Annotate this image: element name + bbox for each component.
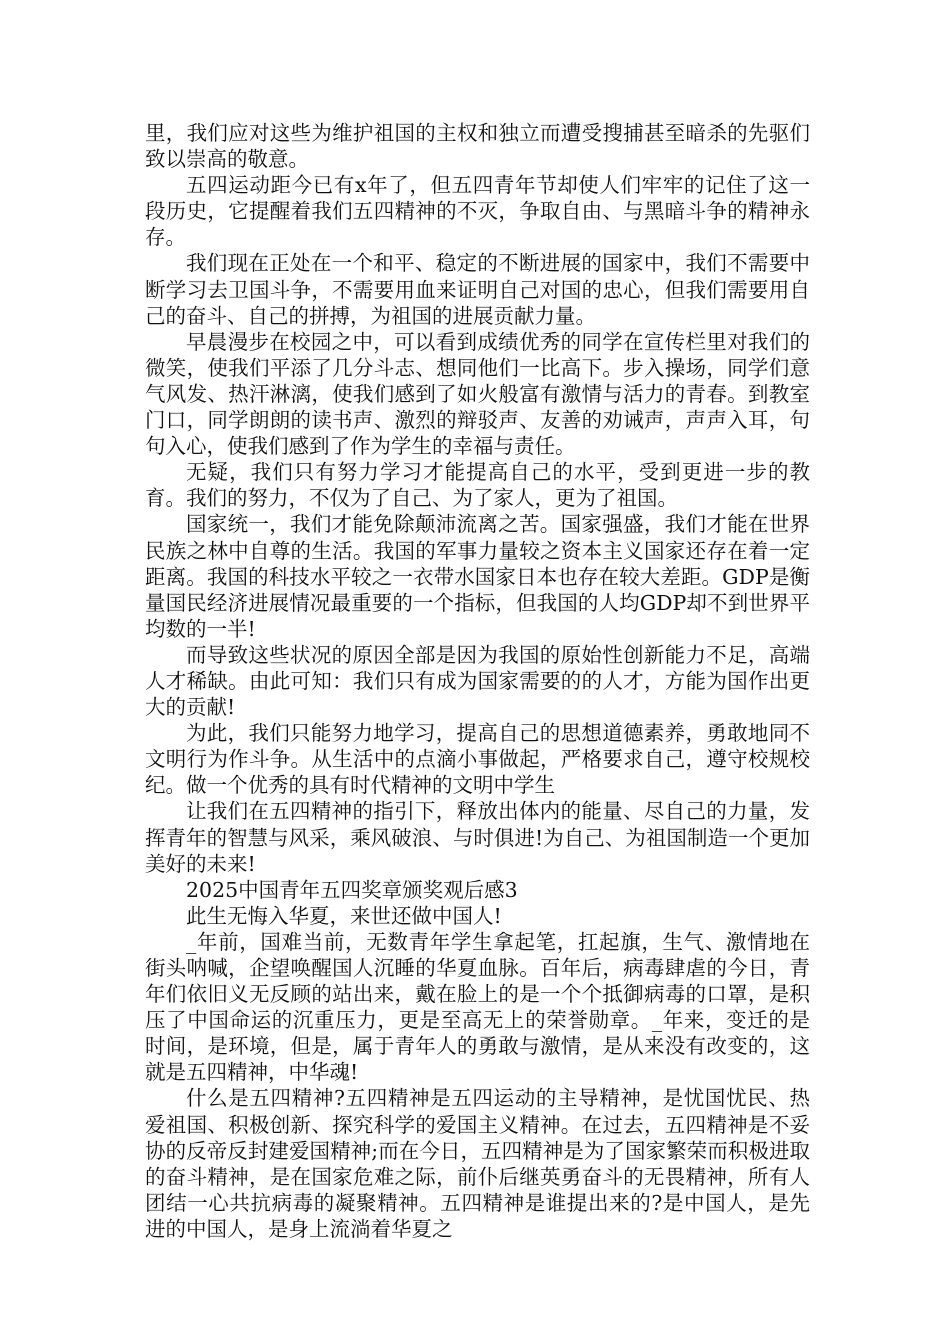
paragraph: 五四运动距今已有x年了，但五四青年节却使人们牢牢的记住了这一段历史，它提醒着我们五四精神的不灭，争取自由、与黑暗斗争的精神永存。 <box>145 173 810 250</box>
section-title: 2025中国青年五四奖章颁奖观后感3 <box>186 877 518 902</box>
paragraph: 早晨漫步在校园之中，可以看到成绩优秀的同学在宣传栏里对我们的微笑，使我们平添了几分斗志、想同他们一比高下。步入操场，同学们意气风发、热汗淋漓，使我们感到了如火般富有激情与活力的青春。到教室门口，同学朗朗的读书声、激烈的辩驳声、友善的劝诫声，声声入耳，句句入心，使我们感到了作为学生的幸福与责任。 <box>145 329 810 459</box>
paragraph: 让我们在五四精神的指引下，释放出体内的能量、尽自己的力量，发挥青年的智慧与风采，乘风破浪、与时俱进!为自己、为祖国制造一个更加美好的未来! <box>145 799 810 876</box>
paragraph: 为此，我们只能努力地学习，提高自己的思想道德素养，勇敢地同不文明行为作斗争。从生活中的点滴小事做起，严格要求自己，遵守校规校纪。做一个优秀的具有时代精神的文明中学生 <box>145 721 810 798</box>
paragraph: 什么是五四精神?五四精神是五四运动的主导精神，是忧国忧民、热爱祖国、积极创新、探究科学的爱国主义精神。在过去，五四精神是不妥协的反帝反封建爱国精神;而在今日，五四精神是为了国家繁荣而积极进取的奋斗精神，是在国家危难之际，前仆后继英勇奋斗的无畏精神，所有人团结一心共抗病毒的凝聚精神。五四精神是谁提出来的?是中国人，是先进的中国人，是身上流淌着华夏之 <box>145 1086 810 1241</box>
paragraph: 国家统一，我们才能免除颠沛流离之苦。国家强盛，我们才能在世界民族之林中自尊的生活。我国的军事力量较之资本主义国家还存在着一定距离。我国的科技水平较之一衣带水国家日本也存在较大差距。GDP是衡量国民经济进展情况最重要的一个指标，但我国的人均GDP却不到世界平均数的一半! <box>145 512 810 641</box>
document-body <box>145 120 810 1242</box>
paragraph: _年前，国难当前，无数青年学生拿起笔，扛起旗，生气、激情地在街头呐喊，企望唤醒国人沉睡的华夏血脉。百年后，病毒肆虐的今日，青年们依旧义无反顾的站出来，戴在脸上的是一个个抵御病毒的口罩，是积压了中国命运的沉重压力，更是至高无上的荣誉勋章。_年来，变迁的是时间，是环境，但是，属于青年人的勇敢与激情，是从来没有改变的，这就是五四精神，中华魂! <box>145 929 810 1085</box>
paragraph: 我们现在正处在一个和平、稳定的不断进展的国家中，我们不需要中断学习去卫国斗争，不需要用血来证明自己对国的忠心，但我们需要用自己的奋斗、自己的拼搏，为祖国的进展贡献力量。 <box>145 251 810 328</box>
paragraph: 此生无悔入华夏，来世还做中国人! <box>186 903 502 928</box>
paragraph: 无疑，我们只有努力学习才能提高自己的水平，受到更进一步的教育。我们的努力，不仅为了自己、为了家人，更为了祖国。 <box>145 460 810 511</box>
paragraph: 而导致这些状况的原因全部是因为我国的原始性创新能力不足，高端人才稀缺。由此可知：我们只有成为国家需要的的人才，方能为国作出更大的贡献! <box>145 642 810 720</box>
paragraph-continuation: 里，我们应对这些为维护祖国的主权和独立而遭受搜捕甚至暗杀的先驱们致以崇高的敬意。 <box>145 121 810 172</box>
